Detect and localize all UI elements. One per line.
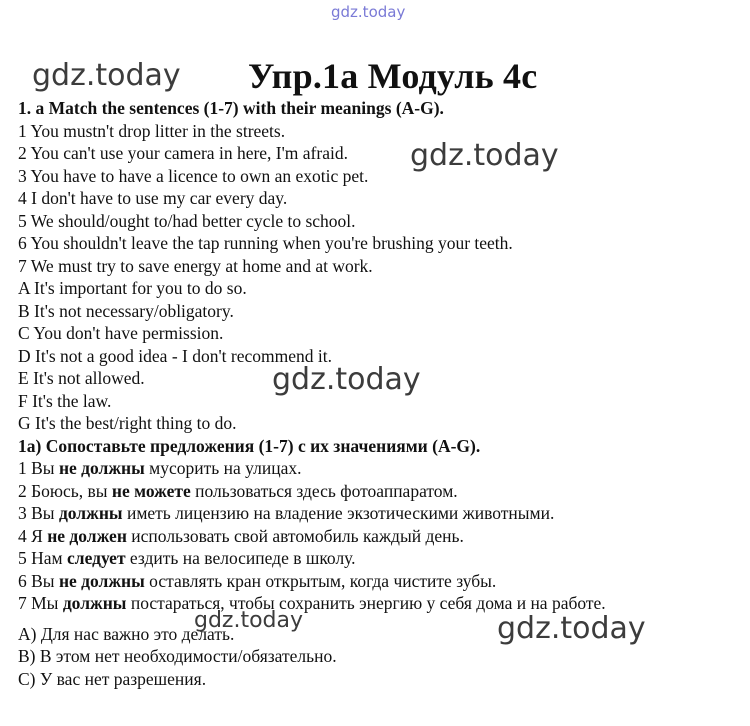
sentence-line: 1 You mustn't drop litter in the streets. <box>18 120 286 141</box>
translation-line: 5 Нам следует ездить на велосипеде в школу. <box>18 548 356 568</box>
meaning-line: C You don't have permission. <box>18 323 224 343</box>
meaning-line: A It's important for you to do so. <box>18 278 247 298</box>
meaning-line: B It's not necessary/obligatory. <box>18 300 234 321</box>
answer-line: B) В этом нет необходимости/обязательно. <box>18 646 337 666</box>
russian-task-heading: 1a) Сопоставьте предложения (1-7) с их значениями (A-G). <box>18 435 481 456</box>
translation-line: 2 Боюсь, вы не можете пользоваться здесь фотоаппаратом. <box>18 480 458 501</box>
page-title: Упр.1a Модуль 4c <box>248 56 538 97</box>
sentence-line: 4 I don't have to use my car every day. <box>18 188 288 208</box>
sentence-line: 5 We should/ought to/had better cycle to school. <box>18 210 356 231</box>
sentence-line: 2 You can't use your camera in here, I'm afraid. <box>18 143 348 163</box>
english-task-heading: 1. a Match the sentences (1-7) with their meanings (A-G). <box>18 98 444 118</box>
exercise-content <box>18 97 738 690</box>
meaning-line: E It's not allowed. <box>18 368 145 388</box>
translation-line: 4 Я не должен использовать свой автомобиль каждый день. <box>18 525 464 546</box>
sentence-line: 3 You have to have a licence to own an exotic pet. <box>18 165 369 186</box>
watermark-top: gdz.today <box>331 3 406 21</box>
sentence-line: 7 We must try to save energy at home and at work. <box>18 255 373 276</box>
meaning-line: G It's the best/right thing to do. <box>18 413 237 433</box>
watermark: gdz.today <box>272 362 421 397</box>
translation-line: 3 Вы должны иметь лицензию на владение экзотическими животными. <box>18 503 555 523</box>
translation-line: 1 Вы не должны мусорить на улицах. <box>18 458 302 478</box>
meaning-line: F It's the law. <box>18 390 112 411</box>
watermark: gdz.today <box>497 611 646 646</box>
answer-line: A) Для нас важно это делать. <box>18 623 235 644</box>
watermark: gdz.today <box>32 58 181 93</box>
translation-line: 6 Вы не должны оставлять кран открытым, когда чистите зубы. <box>18 570 497 591</box>
translation-line: 7 Мы должны постараться, чтобы сохранить энергию у себя дома и на работе. <box>18 593 606 613</box>
sentence-line: 6 You shouldn't leave the tap running when you're brushing your teeth. <box>18 233 513 253</box>
answer-line: C) У вас нет разрешения. <box>18 668 207 689</box>
watermark: gdz.today <box>194 608 304 633</box>
watermark: gdz.today <box>410 138 559 173</box>
meaning-line: D It's not a good idea - I don't recommend it. <box>18 345 332 366</box>
